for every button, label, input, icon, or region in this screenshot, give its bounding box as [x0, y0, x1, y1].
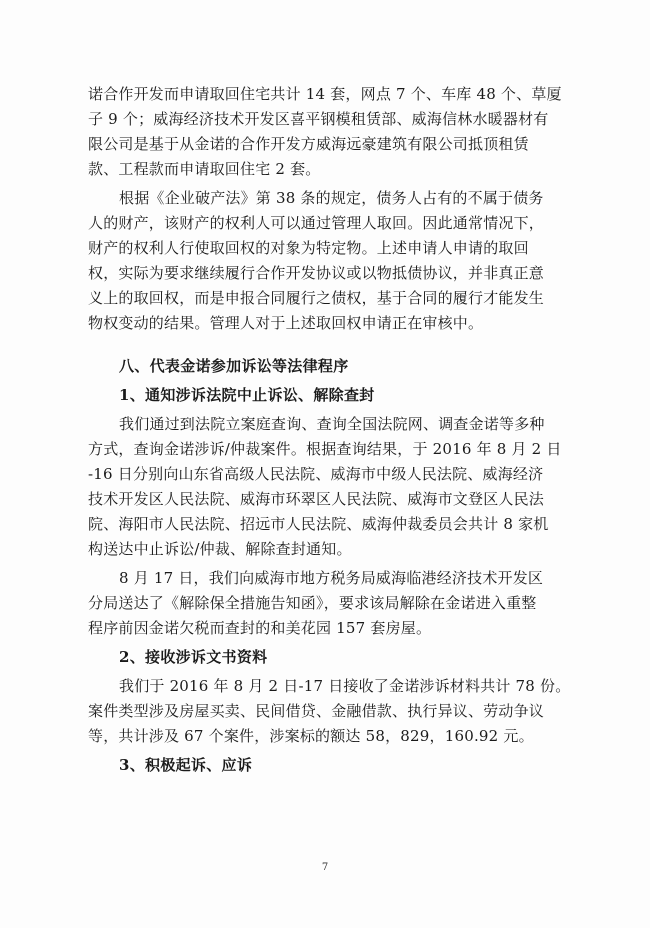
- paragraph-bankruptcy-law: [88, 186, 558, 336]
- text-line: 构送达中止诉讼/仲裁、解除查封通知。: [88, 540, 352, 558]
- text-line: 分局送达了《解除保全措施告知函》，要求该局解除在金诺进入重整: [88, 594, 537, 612]
- page-number: 7: [321, 862, 329, 873]
- text-line: 人的财产，该财产的权利人可以通过管理人取回。因此通常情况下，: [88, 214, 545, 232]
- text-line: 我们于 2016 年 8 月 2 日-17 日接收了金诺涉诉材料共计 78 份。: [119, 677, 571, 695]
- text-line: -16 日分别向山东省高级人民法院、威海市中级人民法院、威海经济: [88, 465, 544, 483]
- text-line: 权，实际为要求继续履行合作开发协议或以物抵债协议，并非真正意: [88, 264, 545, 282]
- text-line: 诺合作开发而申请取回住宅共计 14 套，网点 7 个、车库 48 个、草厦: [88, 85, 562, 103]
- text-line: 案件类型涉及房屋买卖、民间借贷、金融借款、执行异议、劳动争议: [88, 702, 545, 720]
- text-line: 子 9 个；威海经济技术开发区喜平钢模租赁部、威海信林水暖器材有: [88, 110, 549, 128]
- text-line: 我们通过到法院立案庭查询、查询全国法院网、调查金诺等多种: [119, 415, 545, 433]
- subsection-heading: 2、接收涉诉文书资料: [119, 648, 268, 666]
- text-line: 8 月 17 日，我们向威海市地方税务局威海临港经济技术开发区: [119, 569, 544, 587]
- paragraph-claims-summary: [88, 82, 562, 182]
- document-body: [88, 82, 571, 778]
- subsection-heading: 1、通知涉诉法院中止诉讼、解除查封: [119, 386, 375, 404]
- section-heading: 八、代表金诺参加诉讼等法律程序: [119, 357, 349, 375]
- paragraph-tax-bureau: [88, 566, 558, 641]
- paragraph-litigation-documents: [88, 674, 571, 749]
- text-line: 根据《企业破产法》第 38 条的规定，债务人占有的不属于债务: [119, 189, 544, 207]
- text-line: 款、工程款而申请取回住宅 2 套。: [88, 160, 321, 178]
- text-line: 物权变动的结果。管理人对于上述取回权申请正在审核中。: [88, 314, 484, 332]
- text-line: 技术开发区人民法院、威海市环翠区人民法院、威海市文登区人民法: [88, 490, 545, 508]
- text-line: 限公司是基于从金诺的合作开发方威海远豪建筑有限公司抵顶租赁: [88, 135, 529, 153]
- text-line: 方式，查询金诺涉诉/仲裁案件。根据查询结果，于 2016 年 8 月 2 日: [88, 440, 562, 458]
- text-line: 程序前因金诺欠税而查封的和美花园 157 套房屋。: [88, 619, 432, 637]
- text-line: 义上的取回权，而是申报合同履行之债权，基于合同的履行才能发生: [88, 289, 545, 307]
- text-line: 院、海阳市人民法院、招远市人民法院、威海仲裁委员会共计 8 家机: [88, 515, 549, 533]
- paragraph-court-notification: [88, 412, 562, 562]
- text-line: 等，共计涉及 67 个案件，涉案标的额达 58，829，160.92 元。: [88, 727, 534, 745]
- text-line: 财产的权利人行使取回权的对象为特定物。上述申请人申请的取回: [88, 239, 529, 257]
- subsection-heading: 3、积极起诉、应诉: [119, 756, 253, 774]
